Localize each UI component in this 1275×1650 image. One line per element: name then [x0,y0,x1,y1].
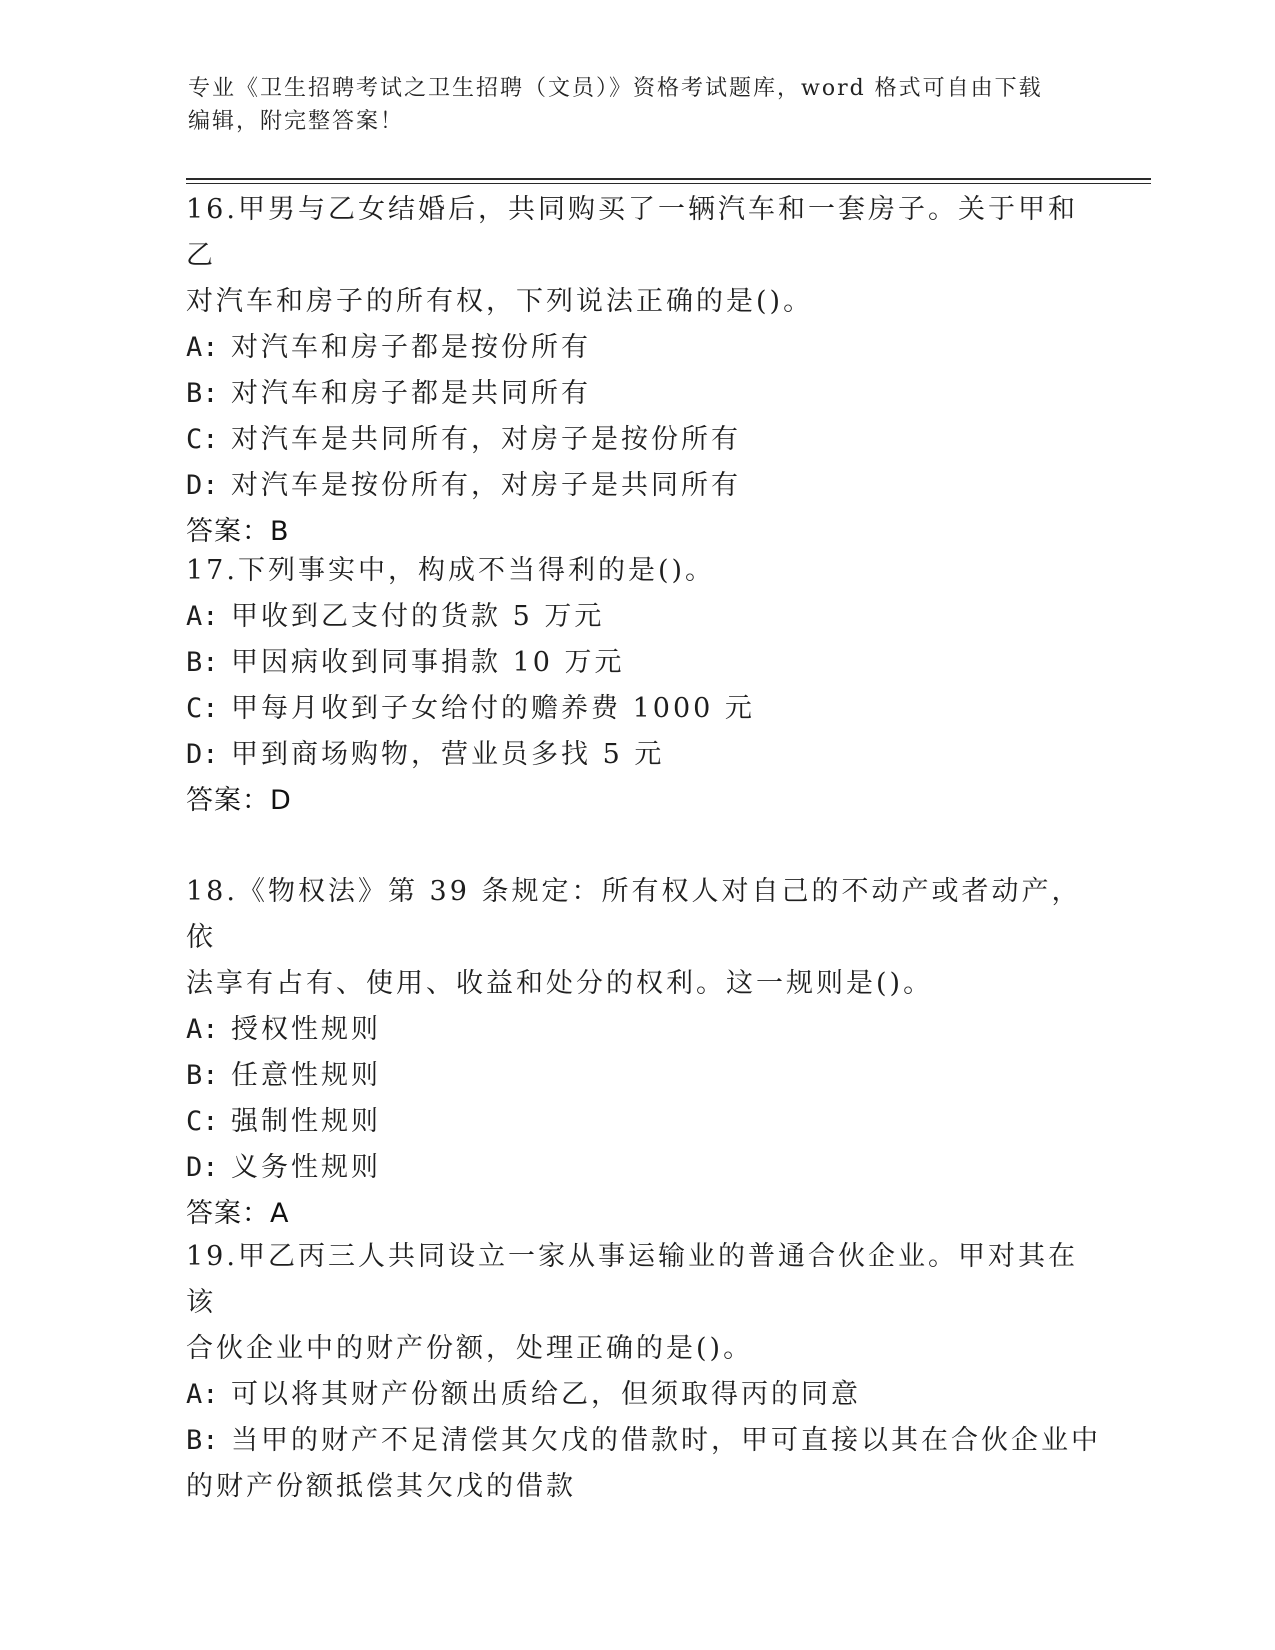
option-letter: D: [186,739,219,770]
question-stem-continued: 对汽车和房子的所有权，下列说法正确的是()。 [186,286,814,317]
header-line-2: 编辑，附完整答案！ [188,109,405,134]
header-divider-thick [186,178,1151,180]
option-text: 可以将其财产份额出质给乙，但须取得丙的同意 [231,1379,861,1410]
option-letter: B: [186,647,219,678]
question-stem: 16.甲男与乙女结婚后，共同购买了一辆汽车和一套房子。关于甲和乙 [186,194,1078,271]
option-c [186,1099,1086,1145]
option-b [186,640,1086,686]
option-c [186,686,1086,732]
option-text: 甲收到乙支付的货款 5 万元 [231,601,605,632]
option-text: 对汽车和房子都是共同所有 [231,378,591,409]
option-a [186,325,1086,371]
option-c [186,417,1086,463]
question-16 [186,187,1086,555]
question-stem: 17.下列事实中，构成不当得利的是()。 [186,555,716,586]
option-letter: C: [186,424,219,455]
option-letter: A: [186,1379,219,1410]
option-letter: B: [186,1425,219,1456]
option-letter: D: [186,470,219,501]
option-text: 甲每月收到子女给付的赡养费 1000 元 [231,693,755,724]
option-letter: B: [186,378,219,409]
option-text: 甲因病收到同事捐款 10 万元 [231,647,625,678]
question-stem-continued: 合伙企业中的财产份额，处理正确的是()。 [186,1333,754,1364]
option-text: 当甲的财产不足清偿其欠戊的借款时，甲可直接以其在合伙企业中 [231,1425,1101,1456]
option-text: 任意性规则 [231,1060,381,1091]
option-b [186,1418,1101,1464]
option-b-continued [186,1464,1086,1510]
question-19 [186,1234,1101,1510]
header-line-1: 专业《卫生招聘考试之卫生招聘（文员）》资格考试题库，word 格式可自由下载 [188,76,1043,101]
option-text: 强制性规则 [231,1106,381,1137]
question-stem: 19.甲乙丙三人共同设立一家从事运输业的普通合伙企业。甲对其在该 [186,1241,1078,1318]
option-b [186,371,1086,417]
question-stem: 18.《物权法》第 39 条规定：所有权人对自己的不动产或者动产，依 [186,876,1082,953]
option-letter: D: [186,1152,219,1183]
option-d [186,1145,1086,1191]
option-letter: A: [186,601,219,632]
question-stem-continued: 法享有占有、使用、收益和处分的权利。这一规则是()。 [186,968,934,999]
question-18 [186,869,1086,1237]
option-d [186,732,1086,778]
option-letter: B: [186,1060,219,1091]
document-header [188,72,1068,138]
option-text: 对汽车是按份所有，对房子是共同所有 [231,470,741,501]
option-text: 甲到商场购物，营业员多找 5 元 [231,739,665,770]
option-b [186,1053,1086,1099]
question-17 [186,548,1086,824]
header-divider-thin [186,183,1151,184]
option-letter: A: [186,1014,219,1045]
option-a [186,1007,1086,1053]
option-text: 义务性规则 [231,1152,381,1183]
answer-line: 答案：D [186,785,292,816]
option-text: 对汽车和房子都是按份所有 [231,332,591,363]
option-letter: C: [186,1106,219,1137]
answer-line: 答案：A [186,1198,290,1229]
option-a [186,594,1086,640]
option-a [186,1372,1086,1418]
option-d [186,463,1086,509]
answer-line: 答案：B [186,516,290,547]
option-text: 授权性规则 [231,1014,381,1045]
option-letter: C: [186,693,219,724]
option-text: 对汽车是共同所有，对房子是按份所有 [231,424,741,455]
option-letter: A: [186,332,219,363]
option-text-continued: 的财产份额抵偿其欠戊的借款 [186,1471,576,1502]
